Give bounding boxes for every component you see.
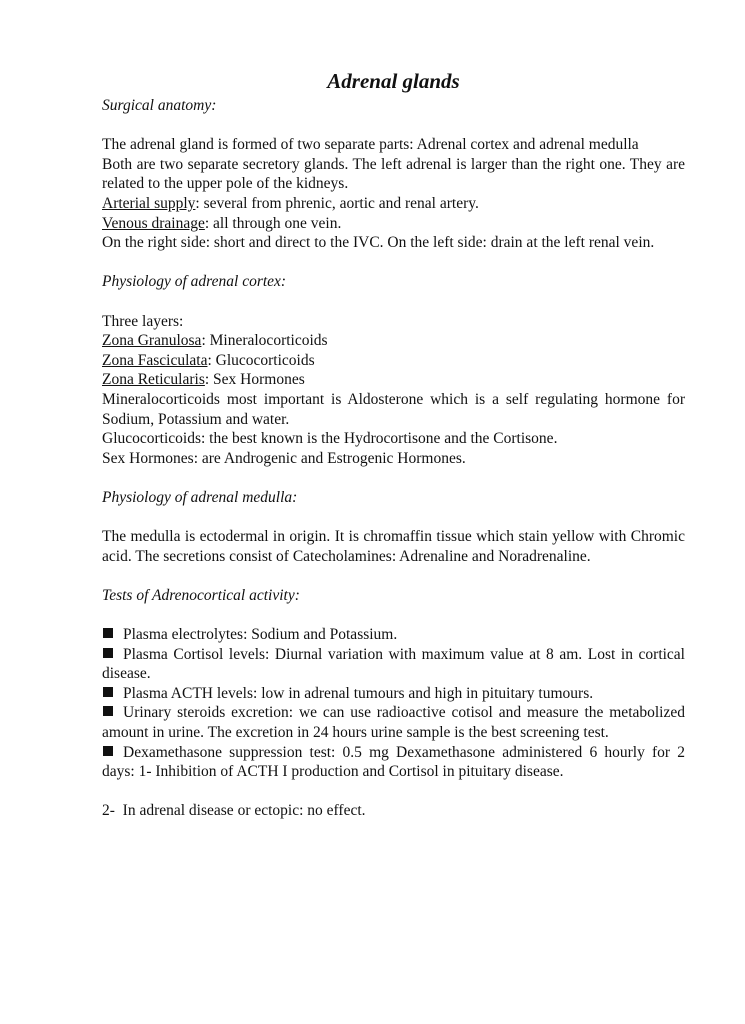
heading-adrenal-medulla: Physiology of adrenal medulla: <box>102 488 298 506</box>
square-bullet-icon <box>103 628 113 638</box>
square-bullet-icon <box>103 648 113 658</box>
cortex-paragraph-2: Glucocorticoids: the best known is the Hydrocortisone and the Cortisone. <box>102 430 558 448</box>
layer-zona-fasciculata <box>102 351 685 371</box>
arterial-supply-text: : several from phrenic, aortic and renal artery. <box>195 194 479 212</box>
test-item <box>102 684 685 704</box>
layer-text: : Glucocorticoids <box>207 351 315 369</box>
layer-zona-reticularis <box>102 370 685 390</box>
venous-drainage-line <box>102 214 685 234</box>
test-item <box>102 645 685 684</box>
test-item-text: Plasma electrolytes: Sodium and Potassium. <box>123 626 398 644</box>
test-item <box>102 703 685 742</box>
layer-text: : Mineralocorticoids <box>201 332 328 350</box>
test-item-text: Plasma ACTH levels: low in adrenal tumours and high in pituitary tumours. <box>123 684 594 702</box>
venous-drainage-label: Venous drainage <box>102 214 205 232</box>
layer-label: Zona Reticularis <box>102 371 205 389</box>
layer-zona-granulosa <box>102 331 685 351</box>
square-bullet-icon <box>103 706 113 716</box>
medulla-paragraph: The medulla is ectodermal in origin. It is chromaffin tissue which stain yellow with Chromic acid. The secretions consist of Catecholamines: Adrenaline and Noradrenaline. <box>102 528 685 565</box>
cortex-paragraph-3: Sex Hormones: are Androgenic and Estrogenic Hormones. <box>102 449 466 467</box>
test-item-text: Plasma Cortisol levels: Diurnal variation with maximum value at 8 am. Lost in cortical disease. <box>102 645 685 683</box>
test-item-text: Dexamethasone suppression test: 0.5 mg Dexamethasone administered 6 hourly for 2 days: 1- Inhibition of ACTH I production and Cortisol in pituitary disease. <box>102 743 685 781</box>
test-item <box>102 625 685 645</box>
heading-adrenal-cortex: Physiology of adrenal cortex: <box>102 273 287 291</box>
layer-label: Zona Granulosa <box>102 332 202 350</box>
cortex-intro: Three layers: <box>102 312 184 330</box>
page-title: Adrenal glands <box>327 69 460 93</box>
layer-label: Zona Fasciculata <box>102 351 208 369</box>
arterial-supply-line <box>102 194 685 214</box>
final-note: 2- In adrenal disease or ectopic: no effect. <box>102 802 366 820</box>
heading-tests: Tests of Adrenocortical activity: <box>102 586 300 604</box>
anatomy-paragraph-1: The adrenal gland is formed of two separate parts: Adrenal cortex and adrenal medulla <box>102 136 639 154</box>
anatomy-paragraph-2: Both are two separate secretory glands. The left adrenal is larger than the right one. They are related to the upper pole of the kidneys. <box>102 155 685 193</box>
square-bullet-icon <box>103 687 113 697</box>
test-item <box>102 743 685 782</box>
document-body <box>102 68 685 821</box>
arterial-supply-label: Arterial supply <box>102 194 196 212</box>
square-bullet-icon <box>103 746 113 756</box>
cortex-paragraph-1: Mineralocorticoids most important is Aldosterone which is a self regulating hormone for Sodium, Potassium and water. <box>102 390 685 428</box>
anatomy-paragraph-3: On the right side: short and direct to the IVC. On the left side: drain at the left renal vein. <box>102 234 655 252</box>
heading-surgical-anatomy: Surgical anatomy: <box>102 97 217 114</box>
venous-drainage-text: : all through one vein. <box>204 214 342 232</box>
layer-text: : Sex Hormones <box>204 371 305 389</box>
test-item-text: Urinary steroids excretion: we can use radioactive cotisol and measure the metabolized amount in urine. The excretion in 24 hours urine sample is the best screening test. <box>102 704 685 741</box>
